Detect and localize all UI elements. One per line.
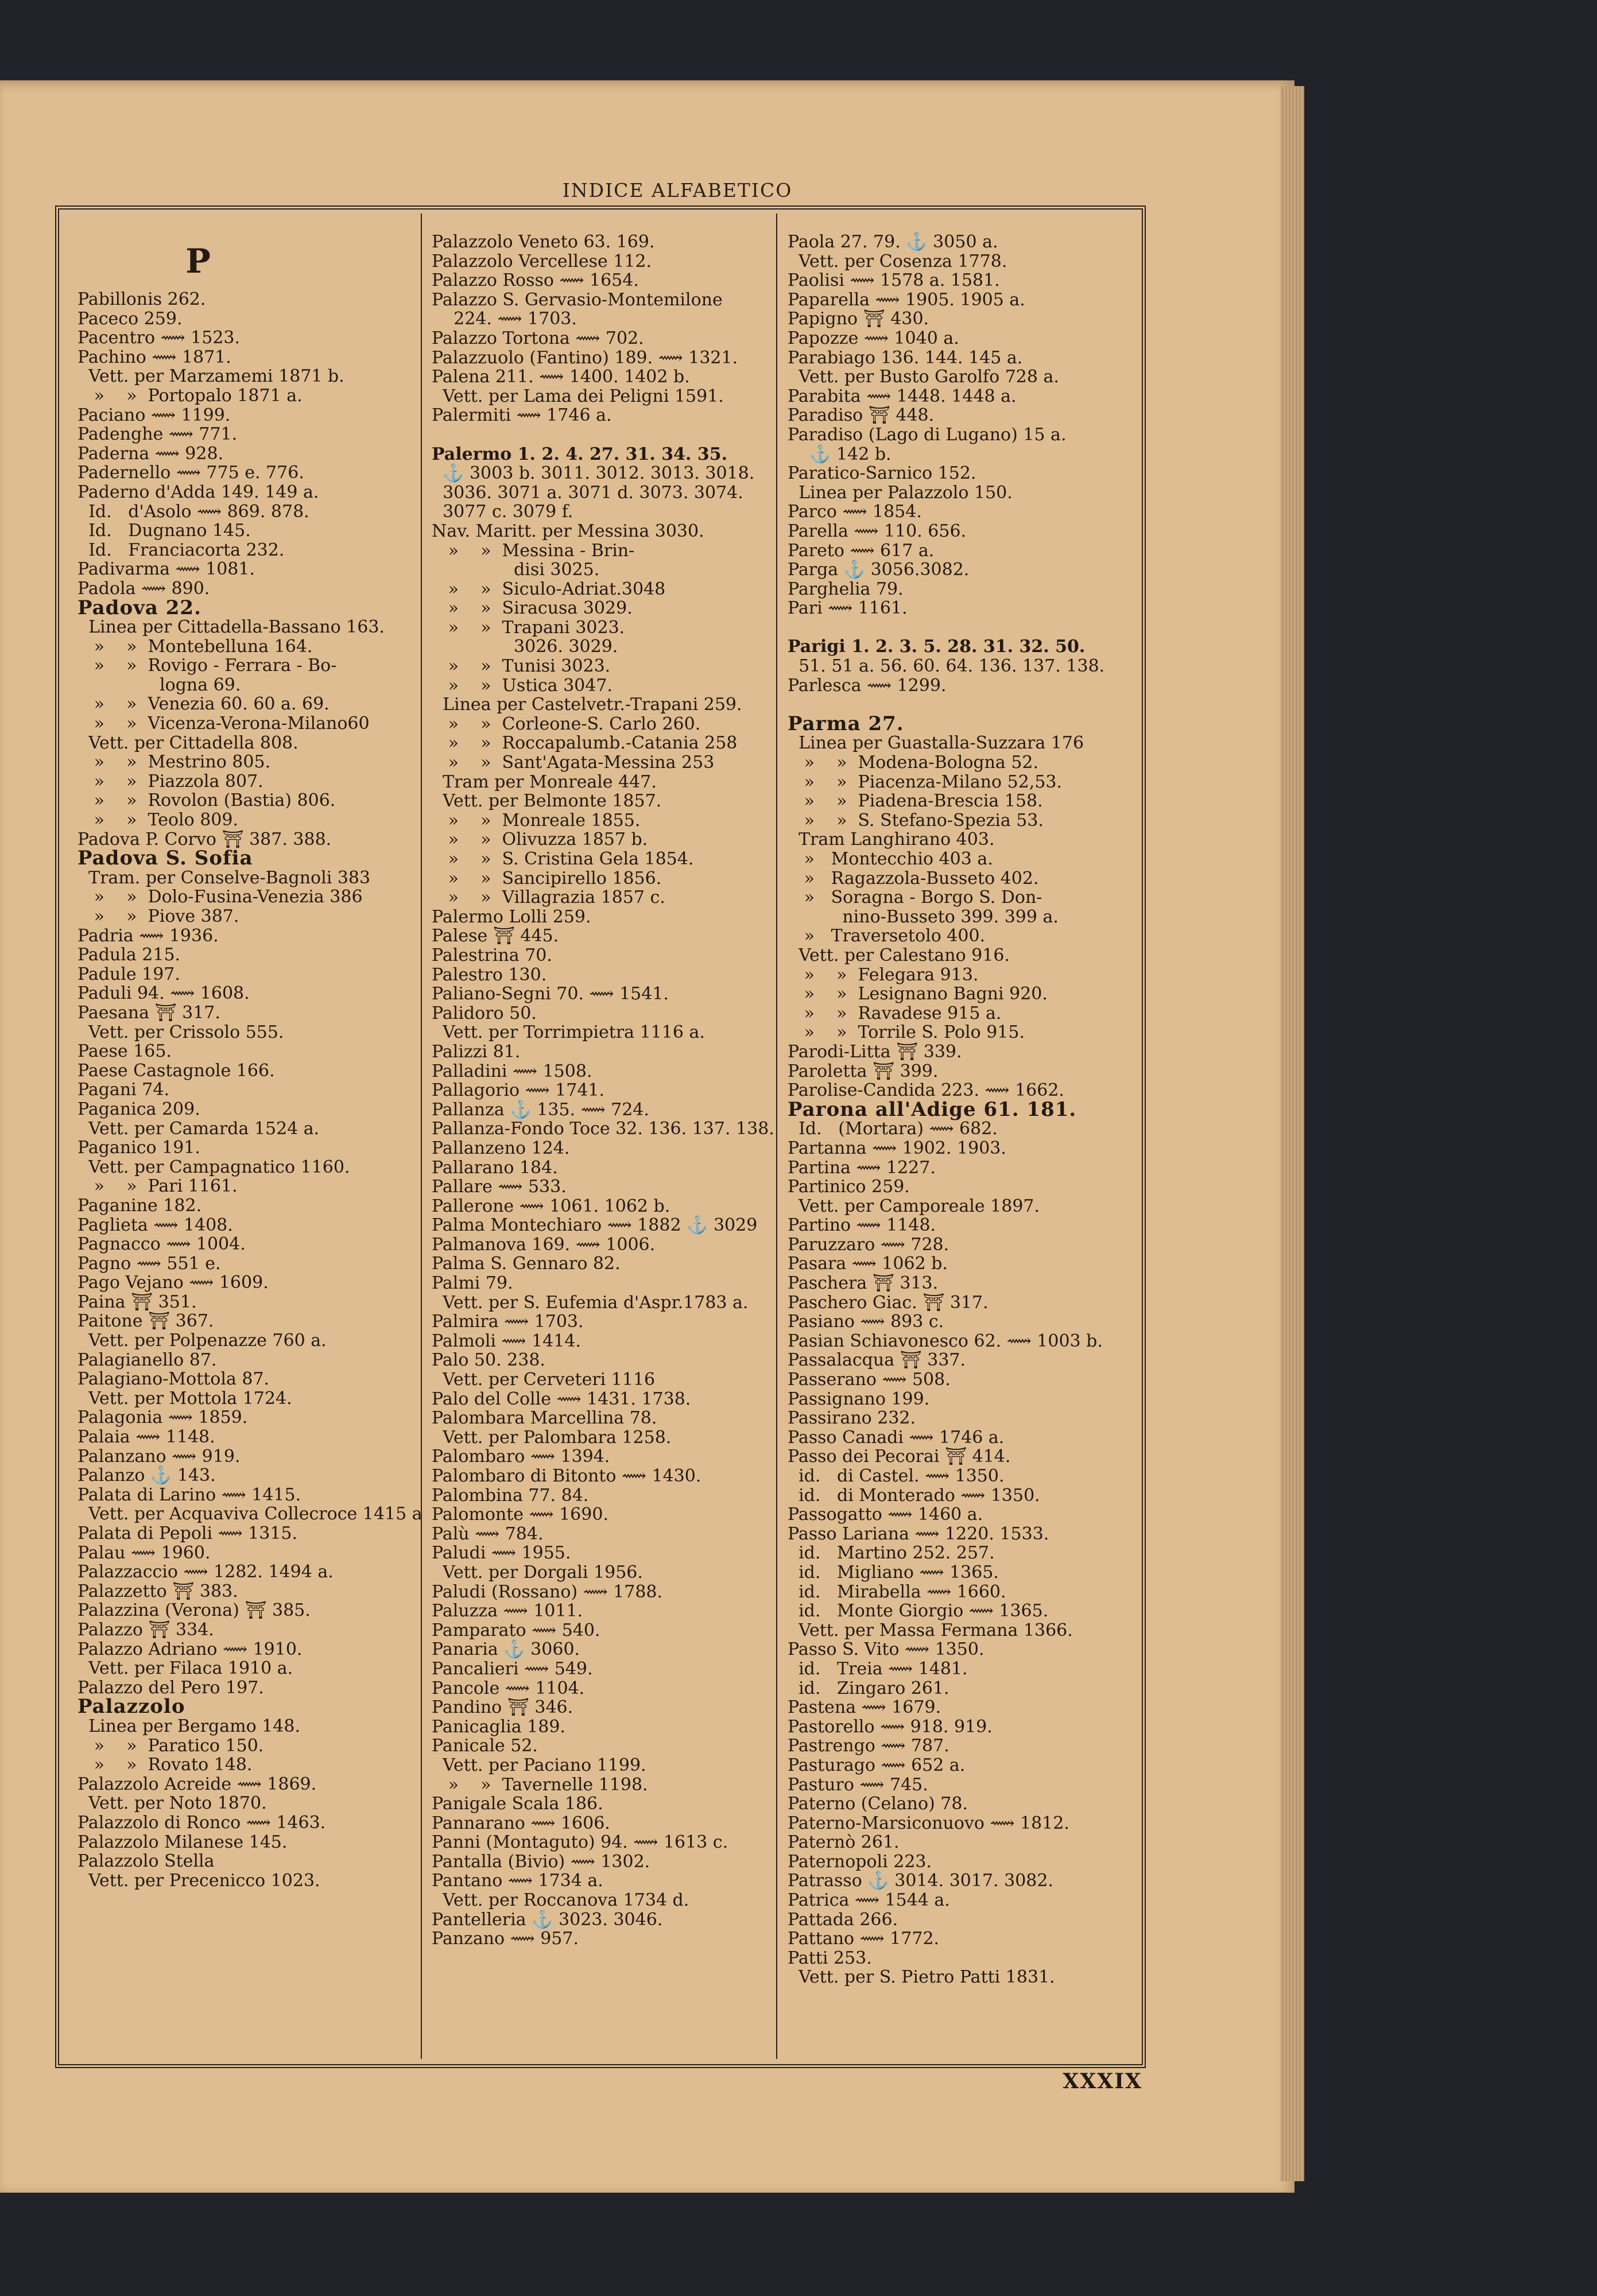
index-entry: Vett. per S. Eufemia d'Aspr.1783 a.: [432, 1292, 749, 1313]
index-entry: » » Roccapalumb.-Catania 258: [432, 733, 738, 754]
index-entry: Palidoro 50.: [432, 1003, 537, 1023]
index-entry: Vett. per Camporeale 1897.: [788, 1196, 1040, 1216]
index-entry: Papigno ⛩ 430.: [788, 309, 929, 329]
index-entry: Pandino ⛩ 346.: [432, 1697, 573, 1718]
index-entry: » » Rovato 148.: [77, 1755, 253, 1775]
spacer: [788, 695, 1132, 715]
index-entry: Nav. Maritt. per Messina 3030.: [432, 521, 704, 541]
index-entry: Partina ⟿ 1227.: [788, 1157, 936, 1178]
index-entry: Tram Langhirano 403.: [788, 829, 995, 850]
index-entry: » » Portopalo 1871 a.: [77, 385, 303, 406]
index-entry: Paruzzaro ⟿ 728.: [788, 1234, 949, 1255]
index-entry: » » Felegara 913.: [788, 964, 979, 985]
index-entry: Pattano ⟿ 1772.: [788, 1929, 940, 1949]
index-entry: Linea per Cittadella-Bassano 163.: [77, 617, 385, 638]
index-entry: Paganica 209.: [77, 1099, 200, 1119]
index-entry: Panicale 52.: [432, 1736, 538, 1756]
index-entry: Padenghe ⟿ 771.: [77, 424, 238, 445]
index-entry: » » Siracusa 3029.: [432, 598, 633, 619]
index-entry: Vett. per Polpenazze 760 a.: [77, 1331, 327, 1351]
index-entry: id. Monte Giorgio ⟿ 1365.: [788, 1601, 1049, 1622]
index-entry: Paliano-Segni 70. ⟿ 1541.: [432, 984, 669, 1004]
index-entry: Id. Dugnano 145.: [77, 521, 251, 541]
index-entry: Palazzo ⛩ 334.: [77, 1619, 214, 1640]
index-entry: ⚓ 3003 b. 3011. 3012. 3013. 3018.: [432, 463, 755, 484]
index-entry: Vett. per Palombara 1258.: [432, 1427, 672, 1448]
index-entry: Palestrina 70.: [432, 945, 552, 965]
index-entry: Pantalla (Bivio) ⟿ 1302.: [432, 1851, 650, 1872]
spacer: [432, 425, 776, 445]
index-entry: Palombina 77. 84.: [432, 1485, 589, 1506]
index-entry: Passignano 199.: [788, 1389, 930, 1409]
index-entry: Padria ⟿ 1936.: [77, 925, 219, 946]
index-heading: Parigi 1. 2. 3. 5. 28. 31. 32. 50.: [788, 637, 1086, 657]
index-entry: Paese Castagnole 166.: [77, 1060, 275, 1081]
index-entry: Passo Lariana ⟿ 1220. 1533.: [788, 1523, 1049, 1544]
index-entry: Palanzano ⟿ 919.: [77, 1446, 241, 1467]
index-entry: Paese 165.: [77, 1041, 172, 1062]
index-heading: Palazzolo: [77, 1695, 185, 1719]
index-entry: Parlesca ⟿ 1299.: [788, 675, 947, 696]
index-entry: Panaria ⚓ 3060.: [432, 1639, 580, 1660]
index-entry: Palazzo Rosso ⟿ 1654.: [432, 270, 639, 291]
index-entry: Pasiano ⟿ 893 c.: [788, 1312, 944, 1332]
index-entry: » » S. Stefano-Spezia 53.: [788, 810, 1044, 831]
index-column-1: [77, 232, 422, 1890]
index-entry: Pasara ⟿ 1062 b.: [788, 1254, 948, 1274]
index-entry: Passerano ⟿ 508.: [788, 1370, 951, 1390]
index-entry: » » Pari 1161.: [77, 1176, 238, 1197]
index-column-2: [432, 232, 776, 1949]
index-entry: Pari ⟿ 1161.: [788, 598, 908, 619]
index-entry: logna 69.: [77, 674, 241, 695]
index-entry: Pago Vejano ⟿ 1609.: [77, 1273, 269, 1293]
index-entry: Vett. per Filaca 1910 a.: [77, 1658, 293, 1679]
index-entry: Pamparato ⟿ 540.: [432, 1620, 600, 1640]
index-entry: Palmoli ⟿ 1414.: [432, 1331, 581, 1351]
index-entry: Tram per Monreale 447.: [432, 771, 657, 792]
index-entry: Pachino ⟿ 1871.: [77, 347, 231, 367]
index-entry: » » Modena-Bologna 52.: [788, 753, 1039, 773]
index-entry: Paganico 191.: [77, 1138, 200, 1158]
page-number: XXXIX: [1063, 2069, 1142, 2093]
index-entry: ⚓ 142 b.: [788, 444, 891, 464]
index-entry: Passirano 232.: [788, 1408, 916, 1429]
index-entry: Parco ⟿ 1854.: [788, 502, 922, 522]
index-entry: Paratico-Sarnico 152.: [788, 463, 976, 484]
index-entry: Pancalieri ⟿ 549.: [432, 1658, 593, 1679]
index-entry: Paternopoli 223.: [788, 1851, 932, 1872]
index-entry: Palmi 79.: [432, 1273, 513, 1294]
index-entry: Paduli 94. ⟿ 1608.: [77, 983, 250, 1004]
spacer: [788, 618, 1132, 638]
index-entry: Paceco 259.: [77, 308, 183, 329]
index-entry: Vett. per Cittadella 808.: [77, 732, 299, 753]
index-entry: Padivarma ⟿ 1081.: [77, 559, 255, 580]
index-entry: Parella ⟿ 110. 656.: [788, 521, 967, 541]
index-entry: Pareto ⟿ 617 a.: [788, 540, 935, 561]
index-entry: Vett. per Busto Garolfo 728 a.: [788, 367, 1059, 387]
index-entry: Vett. per Marzamemi 1871 b.: [77, 366, 344, 387]
index-entry: Palazzo Adriano ⟿ 1910.: [77, 1639, 303, 1659]
index-entry: Pasian Schiavonesco 62. ⟿ 1003 b.: [788, 1331, 1103, 1351]
index-entry: Paradiso ⛩ 448.: [788, 405, 935, 426]
index-entry: Palazzolo di Ronco ⟿ 1463.: [77, 1812, 326, 1833]
section-letter: P: [185, 242, 211, 281]
index-heading: Parona all'Adige 61. 181.: [788, 1097, 1077, 1121]
index-entry: Paradiso (Lago di Lugano) 15 a.: [788, 424, 1067, 445]
index-entry: Paludi (Rossano) ⟿ 1788.: [432, 1581, 663, 1602]
index-entry: Pastorello ⟿ 918. 919.: [788, 1716, 993, 1737]
index-entry: Palmira ⟿ 1703.: [432, 1312, 584, 1332]
index-entry: » Traversetolo 400.: [788, 926, 986, 947]
index-entry: Palata di Pepoli ⟿ 1315.: [77, 1523, 298, 1543]
index-entry: Parolise-Candida 223. ⟿ 1662.: [788, 1080, 1064, 1101]
index-entry: Paludi ⟿ 1955.: [432, 1543, 571, 1564]
index-entry: Vett. per Paciano 1199.: [432, 1755, 646, 1775]
index-entry: Passo Canadi ⟿ 1746 a.: [788, 1427, 1005, 1448]
index-entry: Vett. per Roccanova 1734 d.: [432, 1890, 689, 1911]
index-entry: 3036. 3071 a. 3071 d. 3073. 3074.: [432, 482, 743, 503]
index-entry: » » Piacenza-Milano 52,53.: [788, 771, 1063, 792]
index-entry: Linea per Guastalla-Suzzara 176: [788, 733, 1084, 754]
index-entry: » » Dolo-Fusina-Venezia 386: [77, 887, 363, 907]
index-entry: id. Migliano ⟿ 1365.: [788, 1562, 999, 1583]
index-entry: Pantano ⟿ 1734 a.: [432, 1871, 603, 1891]
index-entry: Patti 253.: [788, 1948, 872, 1968]
index-entry: » » S. Cristina Gela 1854.: [432, 849, 694, 869]
index-entry: Linea per Palazzolo 150.: [788, 482, 1013, 503]
index-entry: Palazzaccio ⟿ 1282. 1494 a.: [77, 1562, 334, 1583]
index-entry: » » Piove 387.: [77, 906, 239, 926]
index-entry: Partanna ⟿ 1902. 1903.: [788, 1138, 1006, 1158]
index-entry: Paola 27. 79. ⚓ 3050 a.: [788, 232, 998, 252]
index-entry: » » Messina - Brin-: [432, 540, 635, 561]
index-entry: » Ragazzola-Busseto 402.: [788, 868, 1039, 889]
index-entry: Palombara Marcellina 78.: [432, 1408, 657, 1429]
index-entry: » » Torrile S. Polo 915.: [788, 1022, 1025, 1043]
index-entry: Paschero Giac. ⛩ 317.: [788, 1292, 989, 1313]
index-entry: Palagianello 87.: [77, 1349, 217, 1370]
index-entry: Papozze ⟿ 1040 a.: [788, 328, 959, 348]
index-entry: Vett. per Dorgali 1956.: [432, 1562, 643, 1583]
index-entry: Palombaro di Bitonto ⟿ 1430.: [432, 1466, 701, 1486]
index-entry: Pallanza ⚓ 135. ⟿ 724.: [432, 1099, 649, 1120]
index-entry: 51. 51 a. 56. 60. 64. 136. 137. 138.: [788, 656, 1105, 677]
index-entry: Palazzetto ⛩ 383.: [77, 1581, 238, 1601]
index-entry: » Montecchio 403 a.: [788, 849, 993, 869]
index-entry: » » Olivuzza 1857 b.: [432, 829, 648, 850]
index-entry: Paschera ⛩ 313.: [788, 1273, 939, 1294]
index-entry: Palazzolo Veneto 63. 169.: [432, 232, 655, 252]
index-entry: Parabita ⟿ 1448. 1448 a.: [788, 386, 1017, 406]
index-entry: Pallanza-Fondo Toce 32. 136. 137. 138.: [432, 1119, 774, 1139]
index-entry: Passo dei Pecorai ⛩ 414.: [788, 1446, 1011, 1467]
index-entry: Palo 50. 238.: [432, 1350, 545, 1371]
index-entry: Paesana ⛩ 317.: [77, 1002, 220, 1023]
index-entry: Panni (Montaguto) 94. ⟿ 1613 c.: [432, 1832, 728, 1853]
index-entry: » » Paratico 150.: [77, 1735, 264, 1756]
index-entry: » » Tavernelle 1198.: [432, 1774, 648, 1795]
index-heading: Parma 27.: [788, 712, 904, 735]
index-entry: Pagnacco ⟿ 1004.: [77, 1234, 246, 1255]
index-entry: Paolisi ⟿ 1578 a. 1581.: [788, 270, 1000, 291]
index-entry: nino-Busseto 399. 399 a.: [788, 906, 1059, 927]
index-entry: Palanzo ⚓ 143.: [77, 1465, 216, 1486]
index-entry: Paina ⛩ 351.: [77, 1292, 197, 1312]
index-entry: » » Siculo-Adriat.3048: [432, 579, 666, 599]
index-entry: Vett. per Campagnatico 1160.: [77, 1157, 350, 1177]
index-entry: Paderno d'Adda 149. 149 a.: [77, 482, 319, 502]
index-entry: Pastrengo ⟿ 787.: [788, 1736, 949, 1756]
index-entry: Palma S. Gennaro 82.: [432, 1254, 621, 1274]
index-entry: id. di Monterado ⟿ 1350.: [788, 1485, 1040, 1506]
index-entry: » » Venezia 60. 60 a. 69.: [77, 694, 330, 715]
index-entry: 224. ⟿ 1703.: [432, 309, 577, 329]
index-entry: Vett. per Crissolo 555.: [77, 1022, 284, 1042]
index-entry: Passogatto ⟿ 1460 a.: [788, 1504, 983, 1525]
index-entry: » » Trapani 3023.: [432, 617, 625, 638]
index-entry: Partino ⟿ 1148.: [788, 1215, 936, 1236]
index-entry: Palomonte ⟿ 1690.: [432, 1504, 608, 1525]
index-entry: Vett. per Camarda 1524 a.: [77, 1118, 320, 1139]
index-entry: Pagani 74.: [77, 1080, 169, 1100]
column-rule: [776, 214, 777, 2059]
index-entry: Pabillonis 262.: [77, 289, 206, 309]
index-entry: Paternò 261.: [788, 1832, 900, 1853]
index-entry: Id. Franciacorta 232.: [77, 540, 285, 560]
index-entry: Paterno (Celano) 78.: [788, 1794, 968, 1814]
index-entry: Palazzolo Milanese 145.: [77, 1832, 288, 1852]
index-entry: Linea per Bergamo 148.: [77, 1716, 300, 1736]
index-entry: Vett. per Noto 1870.: [77, 1793, 267, 1814]
index-entry: Padula 215.: [77, 945, 181, 965]
index-entry: » Soragna - Borgo S. Don-: [788, 887, 1042, 908]
index-entry: Paparella ⟿ 1905. 1905 a.: [788, 289, 1025, 310]
index-entry: » » Ustica 3047.: [432, 675, 613, 696]
index-entry: » » Rovigo - Ferrara - Bo-: [77, 656, 337, 676]
index-entry: Panzano ⟿ 957.: [432, 1929, 579, 1949]
index-entry: » » Rovolon (Bastia) 806.: [77, 790, 336, 811]
page-edge: [1280, 86, 1304, 2181]
index-entry: Tram. per Conselve-Bagnoli 383: [77, 867, 371, 888]
index-entry: Passalacqua ⛩ 337.: [788, 1350, 966, 1371]
index-entry: Palazzolo Vercellese 112.: [432, 251, 652, 272]
index-entry: Palazzolo Acreide ⟿ 1869.: [77, 1774, 317, 1794]
index-entry: Parga ⚓ 3056.3082.: [788, 560, 970, 580]
index-entry: Passo S. Vito ⟿ 1350.: [788, 1639, 984, 1660]
index-entry: Palazzuolo (Fantino) 189. ⟿ 1321.: [432, 347, 738, 368]
index-entry: Parghelia 79.: [788, 579, 904, 599]
index-entry: Palù ⟿ 784.: [432, 1523, 544, 1544]
index-entry: Vett. per Precenicco 1023.: [77, 1870, 320, 1891]
index-entry: Vett. per Lama dei Peligni 1591.: [432, 386, 724, 406]
index-entry: Panicaglia 189.: [432, 1716, 565, 1737]
index-entry: » » Lesignano Bagni 920.: [788, 984, 1048, 1004]
index-entry: » » Corleone-S. Carlo 260.: [432, 713, 701, 734]
index-entry: Pancole ⟿ 1104.: [432, 1678, 585, 1698]
index-entry: Linea per Castelvetr.-Trapani 259.: [432, 695, 742, 715]
index-entry: Palermo Lolli 259.: [432, 906, 591, 927]
index-entry: Pallare ⟿ 533.: [432, 1177, 567, 1197]
index-entry: » » Piadena-Brescia 158.: [788, 791, 1043, 812]
index-entry: Partinico 259.: [788, 1177, 910, 1197]
index-entry: Palazzo del Pero 197.: [77, 1677, 264, 1698]
index-entry: Pasturago ⟿ 652 a.: [788, 1755, 966, 1775]
index-entry: Palata di Larino ⟿ 1415.: [77, 1484, 301, 1505]
index-entry: » » Montebelluna 164.: [77, 636, 313, 657]
index-entry: Palaia ⟿ 1148.: [77, 1427, 215, 1448]
index-entry: Paderna ⟿ 928.: [77, 443, 224, 464]
index-entry: Palena 211. ⟿ 1400. 1402 b.: [432, 367, 690, 387]
index-entry: id. Zingaro 261.: [788, 1678, 949, 1698]
index-entry: Pantelleria ⚓ 3023. 3046.: [432, 1909, 663, 1930]
index-entry: Paglieta ⟿ 1408.: [77, 1215, 233, 1235]
index-entry: Palo del Colle ⟿ 1431. 1738.: [432, 1389, 691, 1409]
index-entry: Vett. per Belmonte 1857.: [432, 791, 662, 812]
index-entry: Palazzina (Verona) ⛩ 385.: [77, 1600, 311, 1621]
index-entry: Padule 197.: [77, 964, 180, 984]
index-entry: Palagiano-Mottola 87.: [77, 1369, 270, 1390]
index-entry: Patrica ⟿ 1544 a.: [788, 1890, 950, 1911]
index-entry: » » Ravadese 915 a.: [788, 1003, 1002, 1023]
index-entry: Paganine 182.: [77, 1195, 202, 1216]
index-entry: » » Villagrazia 1857 c.: [432, 887, 665, 908]
index-entry: Pannarano ⟿ 1606.: [432, 1813, 610, 1833]
index-entry: » » Mestrino 805.: [77, 752, 271, 773]
index-entry: » » Monreale 1855.: [432, 810, 641, 831]
index-entry: Paciano ⟿ 1199.: [77, 405, 231, 425]
index-entry: Vett. per Cosenza 1778.: [788, 251, 1007, 272]
index-entry: Palladini ⟿ 1508.: [432, 1061, 592, 1081]
index-entry: » » Vicenza-Verona-Milano60: [77, 713, 370, 734]
index-entry: Vett. per Mottola 1724.: [77, 1388, 292, 1409]
index-entry: Palermiti ⟿ 1746 a.: [432, 405, 612, 426]
index-entry: Paroletta ⛩ 399.: [788, 1061, 939, 1081]
index-entry: Pasturo ⟿ 745.: [788, 1774, 928, 1795]
index-entry: » » Sant'Agata-Messina 253: [432, 753, 715, 773]
index-entry: Id. d'Asolo ⟿ 869. 878.: [77, 501, 309, 522]
index-entry: Pallagorio ⟿ 1741.: [432, 1080, 605, 1101]
index-entry: » » Piazzola 807.: [77, 771, 263, 792]
index-entry: Palombaro ⟿ 1394.: [432, 1446, 610, 1467]
index-entry: Vett. per Massa Fermana 1366.: [788, 1620, 1073, 1640]
index-entry: » » Teolo 809.: [77, 810, 239, 831]
index-entry: Palma Montechiaro ⟿ 1882 ⚓ 3029: [432, 1215, 758, 1236]
index-entry: Parodi-Litta ⛩ 339.: [788, 1041, 962, 1062]
index-entry: id. di Castel. ⟿ 1350.: [788, 1466, 1005, 1486]
index-entry: Padova P. Corvo ⛩ 387. 388.: [77, 829, 332, 850]
index-entry: Vett. per Cerveteri 1116: [432, 1370, 656, 1390]
index-entry: Vett. per Acquaviva Collecroce 1415 a: [77, 1504, 422, 1525]
index-column-3: [788, 232, 1132, 1987]
index-entry: Palau ⟿ 1960.: [77, 1542, 211, 1563]
index-entry: » » Sancipirello 1856.: [432, 868, 662, 889]
index-entry: disi 3025.: [432, 560, 600, 580]
index-heading: Palermo 1. 2. 4. 27. 31. 34. 35.: [432, 444, 728, 464]
index-entry: id. Mirabella ⟿ 1660.: [788, 1581, 1006, 1602]
index-entry: Padola ⟿ 890.: [77, 578, 210, 599]
index-entry: Pagno ⟿ 551 e.: [77, 1253, 221, 1274]
index-entry: Pallarano 184.: [432, 1157, 558, 1178]
index-entry: Palazzolo Stella: [77, 1851, 215, 1872]
index-entry: Paitone ⛩ 367.: [77, 1311, 214, 1332]
index-heading: Padova S. Sofia: [77, 847, 253, 870]
index-entry: Pastena ⟿ 1679.: [788, 1697, 941, 1718]
index-entry: Palazzo S. Gervasio-Montemilone: [432, 289, 723, 310]
index-entry: Palizzi 81.: [432, 1041, 521, 1062]
index-entry: Parabiago 136. 144. 145 a.: [788, 347, 1023, 368]
index-entry: Panigale Scala 186.: [432, 1794, 603, 1814]
index-entry: Pallanzeno 124.: [432, 1138, 570, 1158]
index-entry: Padernello ⟿ 775 e. 776.: [77, 463, 304, 483]
index-entry: Paluzza ⟿ 1011.: [432, 1601, 583, 1622]
index-entry: 3077 c. 3079 f.: [432, 502, 573, 522]
index-entry: Palese ⛩ 445.: [432, 926, 559, 947]
index-entry: Vett. per S. Pietro Patti 1831.: [788, 1967, 1055, 1988]
index-entry: » » Tunisi 3023.: [432, 656, 611, 677]
index-entry: Palmanova 169. ⟿ 1006.: [432, 1234, 656, 1255]
index-entry: Pacentro ⟿ 1523.: [77, 328, 241, 348]
index-entry: id. Treia ⟿ 1481.: [788, 1658, 968, 1679]
index-entry: Palazzo Tortona ⟿ 702.: [432, 328, 644, 348]
index-entry: 3026. 3029.: [432, 637, 618, 657]
index-heading: Padova 22.: [77, 596, 201, 619]
index-entry: id. Martino 252. 257.: [788, 1543, 995, 1564]
index-entry: Palagonia ⟿ 1859.: [77, 1407, 248, 1428]
index-entry: Paterno-Marsiconuovo ⟿ 1812.: [788, 1813, 1069, 1833]
index-entry: Palestro 130.: [432, 964, 547, 985]
index-entry: Vett. per Calestano 916.: [788, 945, 1010, 965]
index-entry: Pallerone ⟿ 1061. 1062 b.: [432, 1196, 670, 1216]
index-entry: Patrasso ⚓ 3014. 3017. 3082.: [788, 1871, 1054, 1891]
page-header: INDICE ALFABETICO: [562, 179, 793, 201]
index-entry: Id. (Mortara) ⟿ 682.: [788, 1119, 998, 1139]
index-entry: Vett. per Torrimpietra 1116 a.: [432, 1022, 705, 1043]
index-entry: Pattada 266.: [788, 1909, 898, 1930]
